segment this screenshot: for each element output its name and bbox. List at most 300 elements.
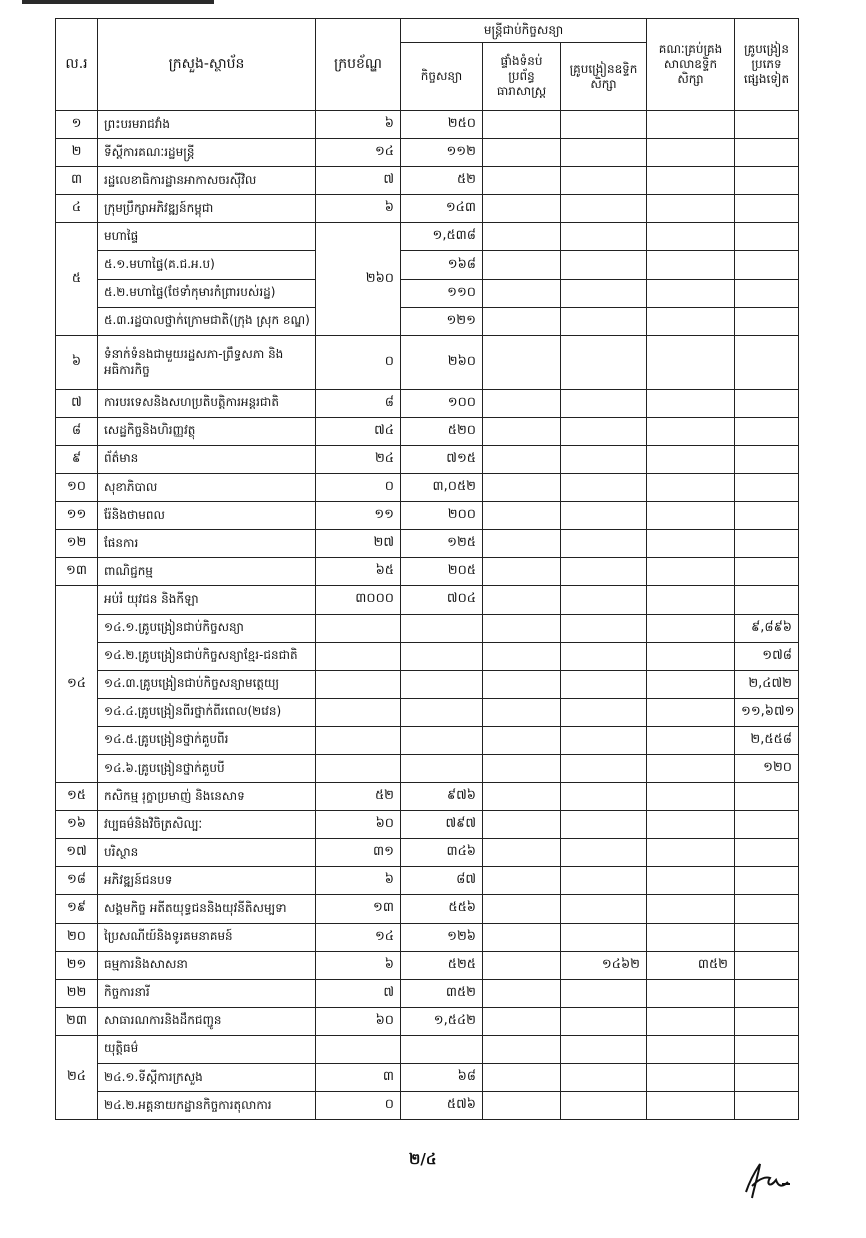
contract-value: ៧៩៧ [401, 811, 483, 839]
contract-value: ១២៥ [401, 530, 483, 558]
modern-system-value [483, 586, 561, 614]
other-teachers-value [735, 195, 799, 223]
framework-value: ០ [316, 474, 401, 502]
ministry-name: មហាផ្ទៃ [98, 223, 316, 251]
admin-committee-value [647, 1035, 735, 1063]
preschool-teachers-value [561, 223, 647, 251]
admin-committee-value [647, 445, 735, 473]
row-number: ១៤ [56, 586, 98, 783]
admin-committee-value [647, 167, 735, 195]
row-number: ៤ [56, 195, 98, 223]
preschool-teachers-value [561, 195, 647, 223]
framework-value: ៣១ [316, 839, 401, 867]
ministry-name: ផែនការ [98, 530, 316, 558]
contract-value: ១២១ [401, 307, 483, 335]
framework-value: ៦ [316, 111, 401, 139]
row-number: ៧ [56, 389, 98, 417]
framework-value: ៧៤ [316, 417, 401, 445]
table-row [56, 895, 799, 923]
contract-value [401, 754, 483, 782]
ministry-name: ធម្មការនិងសាសនា [98, 951, 316, 979]
row-number: ១១ [56, 502, 98, 530]
table-row [56, 474, 799, 502]
admin-committee-value [647, 783, 735, 811]
table-row [56, 670, 799, 698]
preschool-teachers-value [561, 867, 647, 895]
modern-system-value [483, 279, 561, 307]
ministry-name: អប់រំ យុវជន និងកីឡា [98, 586, 316, 614]
table-row [56, 251, 799, 279]
admin-committee-value [647, 642, 735, 670]
table-row [56, 726, 799, 754]
modern-system-value [483, 195, 561, 223]
contract-value: ២០៥ [401, 558, 483, 586]
ministry-name: ២៤.១.ទីស្ដីការក្រសួង [98, 1064, 316, 1092]
contract-value [401, 726, 483, 754]
preschool-teachers-value [561, 670, 647, 698]
table-row [56, 335, 799, 389]
admin-committee-value [647, 1092, 735, 1120]
modern-system-value [483, 111, 561, 139]
table-row [56, 167, 799, 195]
contract-value: ៣៥២ [401, 979, 483, 1007]
table-row [56, 445, 799, 473]
header-ministry: ក្រសួង-ស្ថាប័ន [98, 19, 316, 111]
table-row [56, 867, 799, 895]
row-number: ៨ [56, 417, 98, 445]
preschool-teachers-value [561, 839, 647, 867]
contract-value: ៥២០ [401, 417, 483, 445]
contract-value: ១,៥៣៨ [401, 223, 483, 251]
admin-committee-value [647, 698, 735, 726]
other-teachers-value: ១១,៦៧១ [735, 698, 799, 726]
admin-committee-value [647, 139, 735, 167]
framework-value: ៧ [316, 167, 401, 195]
preschool-teachers-value [561, 167, 647, 195]
table-row [56, 223, 799, 251]
header-preschool-teachers: គ្រូបង្រៀនឧទ្ទិកសិក្សា [561, 43, 647, 111]
other-teachers-value [735, 1007, 799, 1035]
other-teachers-value: ១៧៨ [735, 642, 799, 670]
admin-committee-value [647, 223, 735, 251]
contract-value: ៦៨ [401, 1064, 483, 1092]
table-row [56, 1064, 799, 1092]
modern-system-value [483, 1035, 561, 1063]
contract-value: ៣៤៦ [401, 839, 483, 867]
admin-committee-value [647, 195, 735, 223]
top-edge-bar [22, 0, 214, 4]
ministry-name: ៥.២.មហាផ្ទៃ(ថែទាំកុមារកំព្រារបស់រដ្ឋ) [98, 279, 316, 307]
table-row [56, 139, 799, 167]
ministry-name: ១៤.៤.គ្រូបង្រៀនពីរថ្នាក់ពីរពេល(២វេន) [98, 698, 316, 726]
modern-system-value [483, 811, 561, 839]
admin-committee-value: ៣៥២ [647, 951, 735, 979]
preschool-teachers-value [561, 923, 647, 951]
admin-committee-value [647, 307, 735, 335]
ministry-name: យុត្តិធម៌ [98, 1035, 316, 1063]
admin-committee-value [647, 558, 735, 586]
preschool-teachers-value [561, 783, 647, 811]
contract-value: ៥២៥ [401, 951, 483, 979]
ministry-name: ពាណិជ្ជកម្ម [98, 558, 316, 586]
framework-value: ៦០ [316, 1007, 401, 1035]
ministry-name: រដ្ឋលេខាធិការដ្ឋានអាកាសចរស៊ីវិល [98, 167, 316, 195]
modern-system-value [483, 1007, 561, 1035]
framework-value: ៦៥ [316, 558, 401, 586]
other-teachers-value [735, 389, 799, 417]
table-row [56, 642, 799, 670]
row-number: ២២ [56, 979, 98, 1007]
other-teachers-value [735, 139, 799, 167]
contract-value: ៥៥៦ [401, 895, 483, 923]
row-number: ១២ [56, 530, 98, 558]
ministry-name: ១៤.៦.គ្រូបង្រៀនថ្នាក់គួបបី [98, 754, 316, 782]
other-teachers-value [735, 251, 799, 279]
modern-system-value [483, 389, 561, 417]
admin-committee-value [647, 111, 735, 139]
contract-value: ២០០ [401, 502, 483, 530]
table-row [56, 1092, 799, 1120]
row-number: ១៦ [56, 811, 98, 839]
ministry-name: ទីស្ដីការគណៈរដ្ឋមន្ត្រី [98, 139, 316, 167]
modern-system-value [483, 558, 561, 586]
preschool-teachers-value [561, 614, 647, 642]
other-teachers-value [735, 530, 799, 558]
modern-system-value [483, 923, 561, 951]
contract-value: ១១២ [401, 139, 483, 167]
preschool-teachers-value [561, 1064, 647, 1092]
table-row [56, 307, 799, 335]
other-teachers-value [735, 279, 799, 307]
modern-system-value [483, 614, 561, 642]
preschool-teachers-value [561, 389, 647, 417]
row-number: ២៣ [56, 1007, 98, 1035]
contract-value: ២៦០ [401, 335, 483, 389]
modern-system-value [483, 445, 561, 473]
row-number: ១០ [56, 474, 98, 502]
other-teachers-value [735, 783, 799, 811]
preschool-teachers-value [561, 754, 647, 782]
framework-value: ៦ [316, 195, 401, 223]
framework-value: ២៤ [316, 445, 401, 473]
row-number: ១ [56, 111, 98, 139]
framework-value [316, 642, 401, 670]
admin-committee-value [647, 726, 735, 754]
contract-value [401, 670, 483, 698]
row-number: ២៤ [56, 1035, 98, 1119]
contract-value [401, 698, 483, 726]
ministry-name: ព្រះបរមរាជវាំង [98, 111, 316, 139]
table-row [56, 839, 799, 867]
admin-committee-value [647, 614, 735, 642]
modern-system-value [483, 867, 561, 895]
framework-value: ២៧ [316, 530, 401, 558]
other-teachers-value [735, 923, 799, 951]
table-row [56, 389, 799, 417]
other-teachers-value: ២,៥៥៨ [735, 726, 799, 754]
other-teachers-value [735, 895, 799, 923]
preschool-teachers-value [561, 726, 647, 754]
preschool-teachers-value [561, 895, 647, 923]
preschool-teachers-value [561, 1007, 647, 1035]
table-row [56, 698, 799, 726]
table-row [56, 111, 799, 139]
modern-system-value [483, 642, 561, 670]
modern-system-value [483, 417, 561, 445]
modern-system-value [483, 979, 561, 1007]
framework-value: ០ [316, 1092, 401, 1120]
other-teachers-value: ២,៤៧២ [735, 670, 799, 698]
row-number: ២ [56, 139, 98, 167]
contract-value: ១២៦ [401, 923, 483, 951]
other-teachers-value [735, 979, 799, 1007]
table-row [56, 783, 799, 811]
framework-value: ២៦០ [316, 223, 401, 335]
modern-system-value [483, 530, 561, 558]
other-teachers-value: ៩,៨៩៦ [735, 614, 799, 642]
ministry-name: ប្រៃសណីយ៍និងទូរគមនាគមន៍ [98, 923, 316, 951]
admin-committee-value [647, 979, 735, 1007]
ministry-name: ការបរទេសនិងសហប្រតិបត្តិការអន្តរជាតិ [98, 389, 316, 417]
ministry-name: រ៉ែនិងថាមពល [98, 502, 316, 530]
other-teachers-value [735, 811, 799, 839]
preschool-teachers-value [561, 1092, 647, 1120]
row-number: ២០ [56, 923, 98, 951]
framework-value: ៥២ [316, 783, 401, 811]
framework-value [316, 754, 401, 782]
modern-system-value [483, 167, 561, 195]
ministry-name: អភិវឌ្ឍន៍ជនបទ [98, 867, 316, 895]
preschool-teachers-value [561, 979, 647, 1007]
contract-value: ១,៥៤២ [401, 1007, 483, 1035]
framework-value [316, 1035, 401, 1063]
contract-value: ៥៧៦ [401, 1092, 483, 1120]
ministry-name: សង្គមកិច្ច អតីតយុទ្ធជននិងយុវនីតិសម្បទា [98, 895, 316, 923]
table-row [56, 586, 799, 614]
preschool-teachers-value [561, 251, 647, 279]
ministry-name: ព័ត៌មាន [98, 445, 316, 473]
preschool-teachers-value [561, 474, 647, 502]
other-teachers-value [735, 111, 799, 139]
contract-value: ៨៧ [401, 867, 483, 895]
preschool-teachers-value [561, 586, 647, 614]
ministry-name: ១៤.១.គ្រូបង្រៀនជាប់កិច្ចសន្យា [98, 614, 316, 642]
modern-system-value [483, 474, 561, 502]
preschool-teachers-value [561, 111, 647, 139]
other-teachers-value [735, 1035, 799, 1063]
preschool-teachers-value [561, 417, 647, 445]
modern-system-value [483, 951, 561, 979]
admin-committee-value [647, 670, 735, 698]
row-number: ១៥ [56, 783, 98, 811]
preschool-teachers-value [561, 698, 647, 726]
preschool-teachers-value [561, 558, 647, 586]
other-teachers-value [735, 951, 799, 979]
framework-value: ៣ [316, 1064, 401, 1092]
other-teachers-value [735, 1092, 799, 1120]
table-body [56, 111, 799, 1120]
ministry-name: ក្រុមប្រឹក្សាអភិវឌ្ឍន៍កម្ពុជា [98, 195, 316, 223]
framework-value: ៣០០០ [316, 586, 401, 614]
header-modern-system: ផ្ទាំងទំនប់ប្រព័ន្ធធារាសាស្ត្រ [483, 43, 561, 111]
framework-value: ០ [316, 335, 401, 389]
ministry-name: ៥.១.មហាផ្ទៃ(គ.ជ.អ.ប) [98, 251, 316, 279]
preschool-teachers-value [561, 139, 647, 167]
ministry-name: ១៤.២.គ្រូបង្រៀនជាប់កិច្ចសន្យាខ្មែរ-ជនជាតិ [98, 642, 316, 670]
framework-value: ៨ [316, 389, 401, 417]
page-number: ២/៤ [409, 1150, 437, 1168]
modern-system-value [483, 670, 561, 698]
framework-value: ៦០ [316, 811, 401, 839]
framework-value: ១៤ [316, 923, 401, 951]
preschool-teachers-value: ១៤៦២ [561, 951, 647, 979]
ministry-name: កិច្ចការនារី [98, 979, 316, 1007]
ministry-name: កសិកម្ម រុក្ខាប្រមាញ់ និងនេសាទ [98, 783, 316, 811]
other-teachers-value [735, 1064, 799, 1092]
admin-committee-value [647, 279, 735, 307]
row-number: ៣ [56, 167, 98, 195]
header-civil-servants: មន្ត្រីជាប់កិច្ចសន្យា [401, 19, 647, 43]
row-number: ១៨ [56, 867, 98, 895]
table-row [56, 1007, 799, 1035]
ministry-name: បរិស្ថាន [98, 839, 316, 867]
table-row [56, 195, 799, 223]
other-teachers-value [735, 586, 799, 614]
preschool-teachers-value [561, 279, 647, 307]
contract-value: ១៦៨ [401, 251, 483, 279]
modern-system-value [483, 307, 561, 335]
framework-value: ១៣ [316, 895, 401, 923]
modern-system-value [483, 139, 561, 167]
preschool-teachers-value [561, 642, 647, 670]
table-header [56, 19, 799, 111]
table-row [56, 811, 799, 839]
framework-value [316, 670, 401, 698]
row-number: ១៣ [56, 558, 98, 586]
table-row [56, 279, 799, 307]
table-row [56, 558, 799, 586]
other-teachers-value [735, 502, 799, 530]
admin-committee-value [647, 335, 735, 389]
modern-system-value [483, 1092, 561, 1120]
row-number: ៩ [56, 445, 98, 473]
handwritten-signature [740, 1158, 796, 1206]
other-teachers-value [735, 474, 799, 502]
admin-committee-value [647, 754, 735, 782]
modern-system-value [483, 783, 561, 811]
preschool-teachers-value [561, 307, 647, 335]
preschool-teachers-value [561, 1035, 647, 1063]
row-number: ៦ [56, 335, 98, 389]
other-teachers-value [735, 223, 799, 251]
ministry-name: វប្បធម៌និងវិចិត្រសិល្បៈ [98, 811, 316, 839]
modern-system-value [483, 698, 561, 726]
modern-system-value [483, 895, 561, 923]
ministry-name: សាធារណការនិងដឹកជញ្ជូន [98, 1007, 316, 1035]
framework-value: ៦ [316, 867, 401, 895]
table-row [56, 923, 799, 951]
framework-value: ១៤ [316, 139, 401, 167]
other-teachers-value [735, 167, 799, 195]
preschool-teachers-value [561, 811, 647, 839]
contract-value: ៩៧៦ [401, 783, 483, 811]
modern-system-value [483, 223, 561, 251]
other-teachers-value [735, 417, 799, 445]
other-teachers-value [735, 335, 799, 389]
other-teachers-value [735, 307, 799, 335]
modern-system-value [483, 502, 561, 530]
admin-committee-value [647, 923, 735, 951]
admin-committee-value [647, 586, 735, 614]
contract-value: ២៥០ [401, 111, 483, 139]
framework-value: ១១ [316, 502, 401, 530]
contract-value: ៥២ [401, 167, 483, 195]
contract-value: ១០០ [401, 389, 483, 417]
table-row [56, 754, 799, 782]
admin-committee-value [647, 502, 735, 530]
table-row [56, 530, 799, 558]
other-teachers-value [735, 558, 799, 586]
contract-value: ៧០៤ [401, 586, 483, 614]
header-contract: កិច្ចសន្យា [401, 43, 483, 111]
contract-value: ៣,០៥២ [401, 474, 483, 502]
header-other-teachers: គ្រូបង្រៀនប្រភេទផ្សេងទៀត [735, 19, 799, 111]
contract-value: ១១០ [401, 279, 483, 307]
admin-committee-value [647, 895, 735, 923]
table-row [56, 1035, 799, 1063]
admin-committee-value [647, 811, 735, 839]
framework-value: ៧ [316, 979, 401, 1007]
other-teachers-value [735, 867, 799, 895]
admin-committee-value [647, 474, 735, 502]
modern-system-value [483, 251, 561, 279]
framework-value: ៦ [316, 951, 401, 979]
preschool-teachers-value [561, 445, 647, 473]
table-row [56, 417, 799, 445]
row-number: ២១ [56, 951, 98, 979]
ministry-name: ១៤.៥.គ្រូបង្រៀនថ្នាក់គួបពីរ [98, 726, 316, 754]
framework-value [316, 726, 401, 754]
ministry-name: សុខាភិបាល [98, 474, 316, 502]
framework-value [316, 698, 401, 726]
admin-committee-value [647, 839, 735, 867]
row-number: ១៩ [56, 895, 98, 923]
contract-value [401, 614, 483, 642]
header-no: ល.រ [56, 19, 98, 111]
other-teachers-value [735, 445, 799, 473]
ministry-name: ៥.៣.រដ្ឋបាលថ្នាក់ក្រោមជាតិ(ក្រុង ស្រុក ខណ្ឌ) [98, 307, 316, 335]
ministry-name: សេដ្ឋកិច្ចនិងហិរញ្ញវត្ថុ [98, 417, 316, 445]
modern-system-value [483, 1064, 561, 1092]
table-row [56, 951, 799, 979]
ministry-name: ២៤.២.អគ្គនាយកដ្ឋានកិច្ចការតុលាការ [98, 1092, 316, 1120]
ministry-name: ១៤.៣.គ្រូបង្រៀនជាប់កិច្ចសន្យាមត្តេយ្យ [98, 670, 316, 698]
table-row [56, 502, 799, 530]
admin-committee-value [647, 1007, 735, 1035]
admin-committee-value [647, 251, 735, 279]
ministry-name: ទំនាក់ទំនងជាមួយរដ្ឋសភា-ព្រឹទ្ធសភា និងអធិការកិច្ច [98, 335, 316, 389]
contract-staff-table [55, 18, 799, 1120]
preschool-teachers-value [561, 335, 647, 389]
admin-committee-value [647, 530, 735, 558]
modern-system-value [483, 839, 561, 867]
admin-committee-value [647, 1064, 735, 1092]
contract-value: ១៤៣ [401, 195, 483, 223]
other-teachers-value: ១២០ [735, 754, 799, 782]
modern-system-value [483, 335, 561, 389]
header-admin-committee: គណៈគ្រប់គ្រងសាលាឧទ្ទិកសិក្សា [647, 19, 735, 111]
contract-value [401, 1035, 483, 1063]
